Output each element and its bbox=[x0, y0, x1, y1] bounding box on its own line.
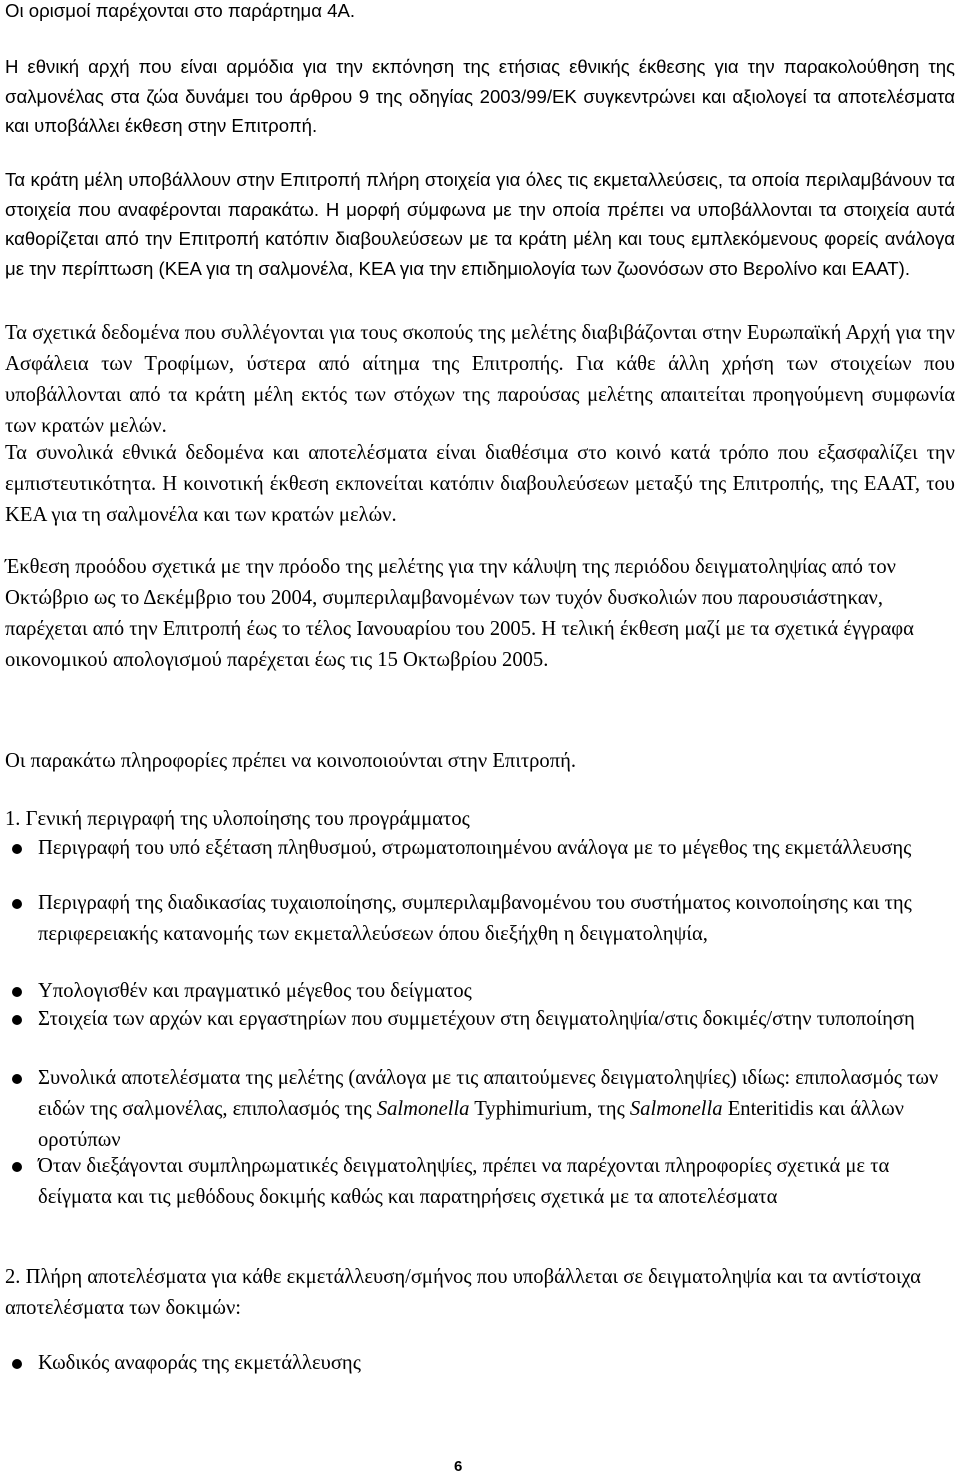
overall-results-text-2: Typhimurium, της bbox=[469, 1098, 630, 1120]
list-item-supplementary-sampling: Όταν διεξάγονται συμπληρωματικές δειγματοληψίες, πρέπει να παρέχονται πληροφορίες σχετικά με τα δείγματα και τις μεθόδους δοκιμής καθώς και παρατηρήσεις σχετικά με τα αποτελέσματα bbox=[38, 1155, 890, 1208]
section-1-heading: 1. Γενική περιγραφή της υλοποίησης του προγράμματος bbox=[5, 808, 470, 830]
list-item-overall-results bbox=[38, 1063, 950, 1156]
paragraph-definitions: Οι ορισμοί παρέχονται στο παράρτημα 4Α. bbox=[5, 0, 356, 21]
salmonella-italic-1: Salmonella bbox=[376, 1098, 470, 1120]
paragraph-efsa-transmission: Τα σχετικά δεδομένα που συλλέγονται για τους σκοπούς της μελέτης διαβιβάζονται στην Ευρωπαϊκή Αρχή για την Ασφάλεια των Τροφίμων, ύστερα από αίτημα της Επιτροπής. Για κάθε άλλη χρήση των στοιχείων που υποβάλλονται από τα κράτη μέλη εκτός των στόχων της παρούσας μελέτης απαιτείται προηγούμενη συμφωνία των κρατών μελών. bbox=[5, 322, 955, 437]
overall-results-text-3: Enteritidis και άλλων οροτύπων bbox=[38, 1098, 904, 1151]
list-item-holding-reference: Κωδικός αναφοράς της εκμετάλλευσης bbox=[38, 1352, 361, 1374]
bullet-icon bbox=[12, 1074, 22, 1084]
bullet-icon bbox=[12, 1359, 22, 1369]
salmonella-italic-2: Salmonella bbox=[629, 1098, 723, 1120]
list-item-sample-size: Υπολογισθέν και πραγματικό μέγεθος του δείγματος bbox=[38, 980, 472, 1002]
page-number: 6 bbox=[454, 1458, 463, 1475]
bullet-icon bbox=[12, 1162, 22, 1172]
paragraph-information-notice: Οι παρακάτω πληροφορίες πρέπει να κοινοποιούνται στην Επιτροπή. bbox=[5, 750, 577, 772]
bullet-icon bbox=[12, 899, 22, 909]
paragraph-national-authority: Η εθνική αρχή που είναι αρμόδια για την εκπόνηση της ετήσιας εθνικής έκθεσης για την παρακολούθηση της σαλμονέλας στα ζώα δυνάμει του άρθρου 9 της οδηγίας 2003/99/ΕΚ συγκεντρώνει και αξιολογεί τα αποτελέσματα και υποβάλλει έκθεση στην Επιτροπή. bbox=[5, 56, 955, 136]
paragraph-member-states-data: Τα κράτη μέλη υποβάλλουν στην Επιτροπή πλήρη στοιχεία για όλες τις εκμεταλλεύσεις, τα οποία περιλαμβάνουν τα στοιχεία που αναφέρονται παρακάτω. Η μορφή σύμφωνα με την οποία πρέπει να υποβάλλονται τα στοιχεία αυτά καθορίζεται από την Επιτροπή κατόπιν διαβουλεύσεων με τα κράτη μέλη και τους εμπλεκόμενους φορείς ανάλογα με την περίπτωση (ΚΕΑ για τη σαλμονέλα, ΚΕΑ για την επιδημιολογία των ζωονόσων στο Βερολίνο και ΕΑΑΤ). bbox=[5, 169, 955, 279]
paragraph-public-data: Τα συνολικά εθνικά δεδομένα και αποτελέσματα είναι διαθέσιμα στο κοινό κατά τρόπο που εξασφαλίζει την εμπιστευτικότητα. Η κοινοτική έκθεση εκπονείται κατόπιν διαβουλεύσεων μεταξύ της Επιτροπής, της ΕΑΑΤ, του ΚΕΑ για τη σαλμονέλα και των κρατών μελών. bbox=[5, 442, 955, 526]
section-2-heading: 2. Πλήρη αποτελέσματα για κάθε εκμετάλλευση/σμήνος που υποβάλλεται σε δειγματοληψία και τα αντίστοιχα αποτελέσματα των δοκιμών: bbox=[5, 1266, 921, 1319]
paragraph-progress-report: Έκθεση προόδου σχετικά με την πρόοδο της μελέτης για την κάλυψη της περιόδου δειγματοληψίας από τον Οκτώβριο ως το Δεκέμβριο του 2004, συμπεριλαμβανομένων των τυχόν δυσκολιών που παρουσιάστηκαν, παρέχεται από την Επιτροπή έως το τέλος Ιανουαρίου του 2005. Η τελική έκθεση μαζί με τα σχετικά έγγραφα οικονομικού απολογισμού παρέχεται έως τις 15 Οκτωβρίου 2005. bbox=[5, 556, 914, 671]
bullet-icon bbox=[12, 1015, 22, 1025]
bullet-icon bbox=[12, 987, 22, 997]
bullet-icon bbox=[12, 844, 22, 854]
list-item-authorities-laboratories: Στοιχεία των αρχών και εργαστηρίων που συμμετέχουν στη δειγματοληψία/στις δοκιμές/στην τυποποίηση bbox=[38, 1008, 915, 1030]
list-item-randomisation: Περιγραφή της διαδικασίας τυχαιοποίησης, συμπεριλαμβανομένου του συστήματος κοινοποίησης και της περιφερειακής κατανομής των εκμεταλλεύσεων όπου διεξήχθη η δειγματοληψία, bbox=[38, 892, 912, 945]
list-item-population: Περιγραφή του υπό εξέταση πληθυσμού, στρωματοποιημένου ανάλογα με το μέγεθος της εκμετάλλευσης bbox=[38, 837, 912, 859]
overall-results-text-1: Συνολικά αποτελέσματα της μελέτης (ανάλογα με τις απαιτούμενες δειγματοληψίες) ιδίως: επιπολασμός των ειδών της σαλμονέλας, επιπολασμός της bbox=[38, 1067, 939, 1120]
